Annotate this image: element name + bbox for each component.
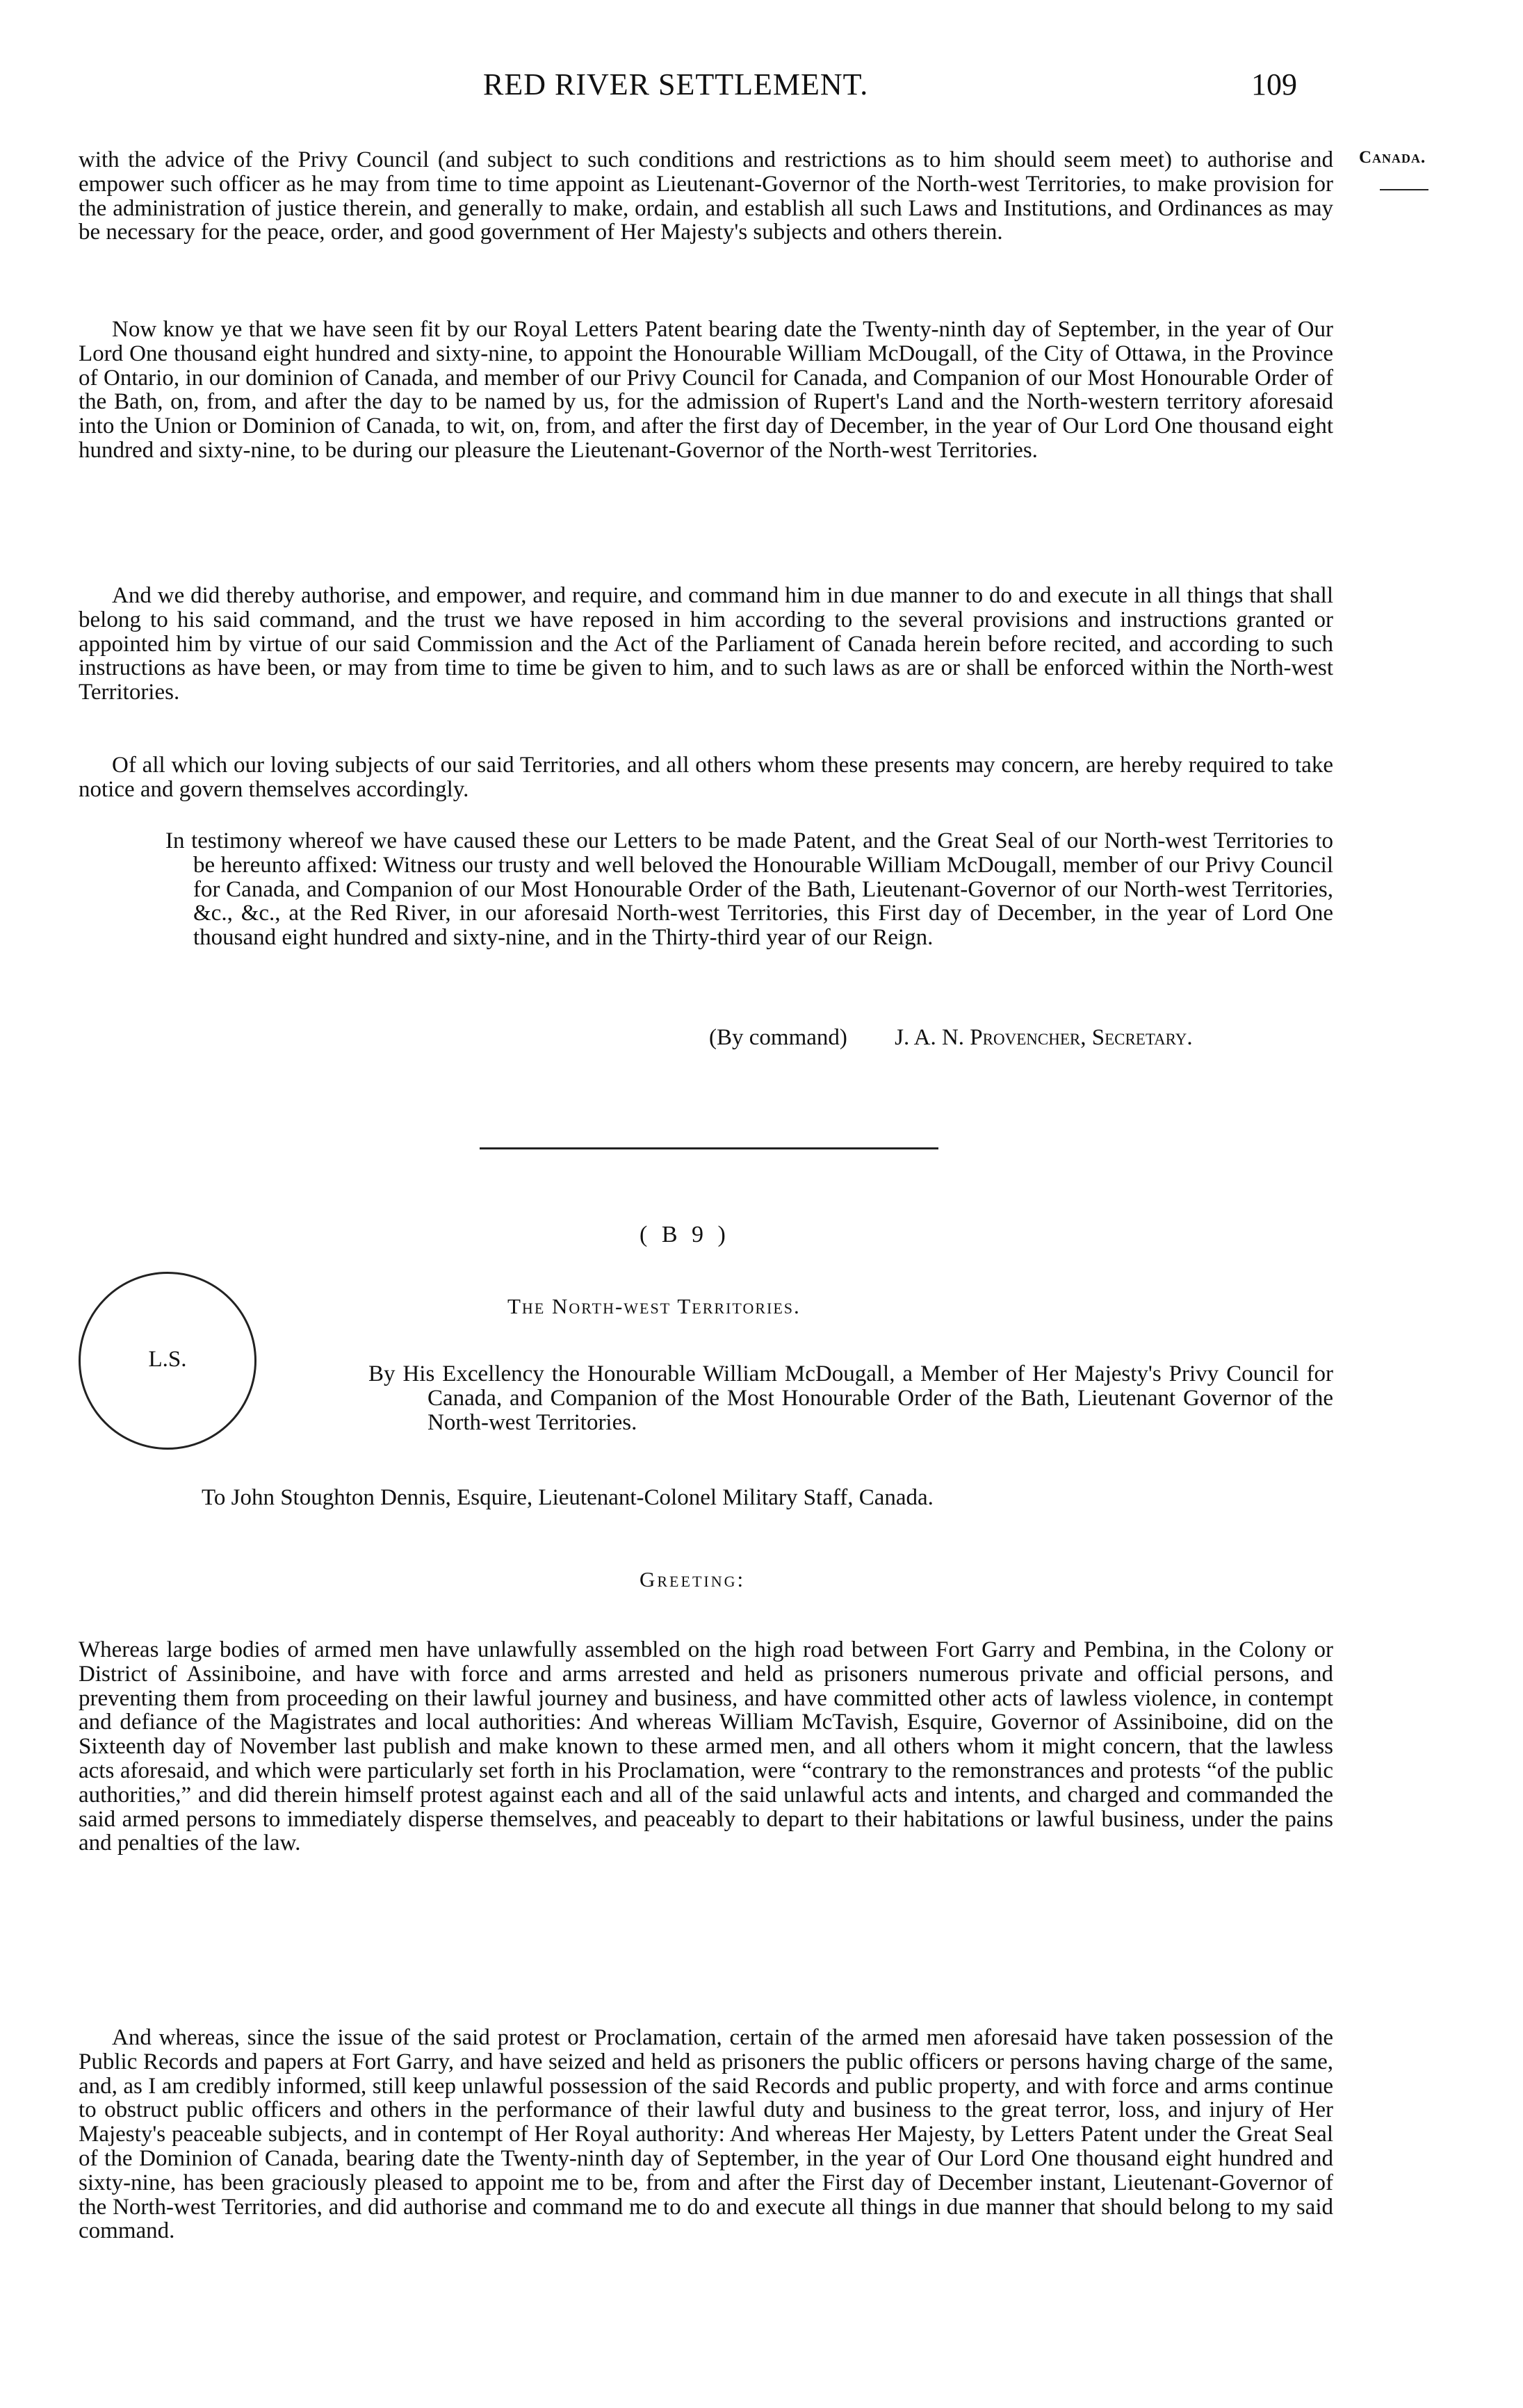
seal [79, 1272, 256, 1450]
proclamation-paragraph-2: And whereas, since the issue of the said protest or Proclamation, certain of the armed men aforesaid have taken possession of the Public Records and papers at Fort Garry, and have seized and held as prisoners the public officers or persons having charge of the same, and, as I am credibly informed, still keep unlawful possession of the said Records and public property, and with force and arms continue to obstruct public officers and others in the performance of their lawful duty and business to the great terror, loss, and injury of Her Majesty's peaceable subjects, and in contempt of Her Royal authority: And whereas Her Majesty, by Letters Patent under the Great Seal of the Dominion of Canada, bearing date the Twenty-ninth day of September, in the year of Our Lord One thousand eight hundred and sixty-nine, has been graciously pleased to appoint me to be, from and after the First day of December instant, Lieutenant-Governor of the North-west Territories, and did authorise and command me to do and execute all things in due manner that should belong to my said command. [79, 2025, 1333, 2244]
commission-paragraph-1: with the advice of the Privy Council (and subject to such conditions and restrictions as to him should seem meet) to authorise and empower such officer as he may from time to time appoint as Lieutenant-Governor of the North-west Territories, to make provision for the administration of justice therein, and generally to make, ordain, and establish all such Laws and Institutions, and Ordinances as may be necessary for the peace, order, and good government of Her Majesty's subjects and others therein. [79, 147, 1333, 245]
commission-paragraph-4: Of all which our loving subjects of our said Territories, and all others whom these presents may concern, are hereby required to take notice and govern themselves accordingly. [79, 753, 1333, 802]
margin-rule [1380, 189, 1428, 190]
page-number: 109 [1251, 67, 1297, 101]
running-title: RED RIVER SETTLEMENT. [483, 67, 869, 101]
proclamation-paragraph-1: Whereas large bodies of armed men have unlawfully assembled on the high road between Fort Garry and Pembina, in the Colony or District of Assiniboine, and have with force and arms arrested and held as prisoners numerous private and official persons, and preventing them from proceeding on their lawful journey and business, and have committed other acts of lawless violence, in contempt and defiance of the Magistrates and local authorities: And whereas William McTavish, Esquire, Governor of Assiniboine, did on the Sixteenth day of November last publish and make known to these armed men, and all others whom it might concern, that the lawless acts aforesaid, and which were particularly set forth in his Proclamation, were “contrary to the remonstrances and protests “of the public authorities,” and did therein himself protest against each and all of the said unlawful acts and intents, and charged and commanded the said armed persons to immediately disperse themselves, and peaceably to depart to their habitations or lawful business, under the pains and penalties of the law. [79, 1637, 1333, 1856]
document-id: ( B 9 ) [640, 1222, 730, 1247]
by-command: (By command) [709, 1025, 847, 1050]
secretary-name: J. A. N. Provencher, Secretary. [895, 1025, 1193, 1050]
testimony-clause [165, 829, 1333, 950]
testimony-text: In testimony whereof we have caused these our Letters to be made Patent, and the Great Seal of our North-west Territories to be hereunto affixed: Witness our trusty and well beloved the Honourable William McDougall, member of our Privy Council for Canada, and Companion of our Most Honourable Order of the Bath, Lieutenant-Governor of our North-west Territories, &c., &c., at the Red River, in our aforesaid North-west Territories, this First day of December, in the year of Lord One thousand eight hundred and sixty-nine, and in the Thirty-third year of our Reign. [165, 828, 1333, 951]
document-title: The North-west Territories. [507, 1294, 801, 1318]
margin-note: Canada. [1359, 148, 1426, 167]
commission-paragraph-2: Now know ye that we have seen fit by our Royal Letters Patent bearing date the Twenty-ninth day of September, in the year of Our Lord One thousand eight hundred and sixty-nine, to appoint the Honourable William McDougall, of the City of Ottawa, in the Province of Ontario, in our dominion of Canada, and member of our Privy Council for Canada, and Companion of our Most Honourable Order of the Bath, on, from, and after the day to be named by us, for the admission of Rupert's Land and the North-western territory aforesaid into the Union or Dominion of Canada, to wit, on, from, and after the first day of December, in the year of Our Lord One thousand eight hundred and sixty-nine, to be during our pleasure the Lieutenant-Governor of the North-west Territories. [79, 317, 1333, 463]
signature-line [709, 1025, 1193, 1051]
greeting: Greeting: [640, 1567, 746, 1591]
seal-label: L.S. [148, 1347, 187, 1372]
section-divider [480, 1147, 938, 1149]
addressee: To John Stoughton Dennis, Esquire, Lieutenant-Colonel Military Staff, Canada. [202, 1485, 934, 1510]
issuer-text: By His Excellency the Honourable William McDougall, a Member of Her Majesty's Privy Council for Canada, and Companion of the Most Honourable Order of the Bath, Lieutenant Governor of the North-west Territories. [368, 1361, 1333, 1435]
commission-paragraph-3: And we did thereby authorise, and empower, and require, and command him in due manner to do and execute in all things that shall belong to his said command, and the trust we have reposed in him according to the several provisions and instructions granted or appointed him by virtue of our said Commission and the Act of the Parliament of Canada herein before recited, and according to such instructions as have been, or may from time to time be given to him, and to such laws as are or shall be enforced within the North-west Territories. [79, 583, 1333, 705]
issuer-statement [368, 1362, 1333, 1434]
